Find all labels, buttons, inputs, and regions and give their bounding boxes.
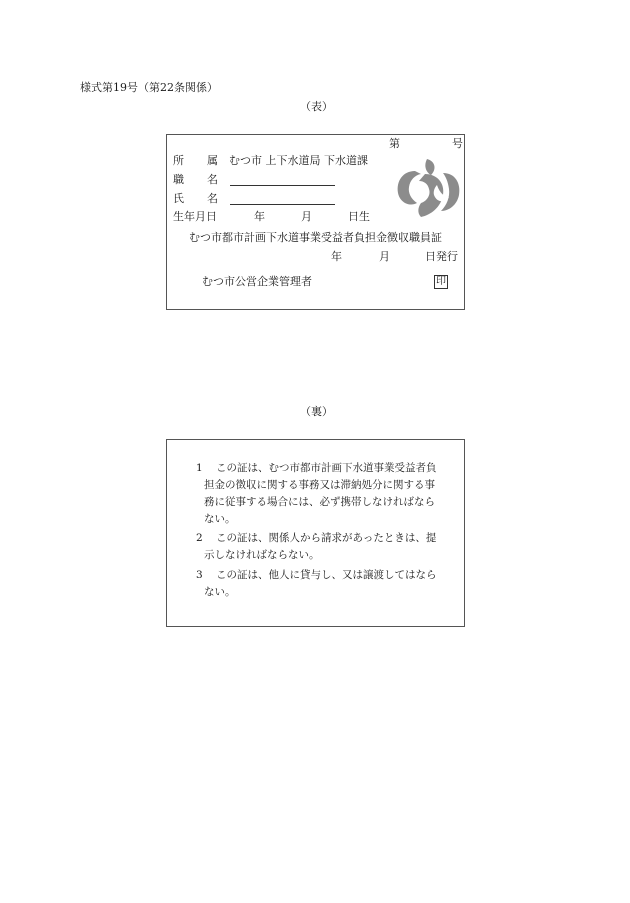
birth-year: 年 xyxy=(254,210,265,223)
form-title: 様式第19号（第22条関係） xyxy=(80,81,218,94)
title-underline xyxy=(230,185,335,186)
issue-day: 日発行 xyxy=(425,250,458,263)
number-go: 号 xyxy=(452,137,463,150)
name-underline xyxy=(230,204,335,205)
note-number: 3 xyxy=(196,569,203,581)
id-card-back xyxy=(166,439,465,627)
note-item: 2 この証は、関係人から請求があったときは、提 示しなければならない。 xyxy=(196,532,437,561)
card-title: むつ市都市計画下水道事業受益者負担金徴収職員証 xyxy=(189,231,442,244)
front-section-label: （表） xyxy=(300,100,333,113)
title-label-a: 職 xyxy=(173,173,184,186)
title-label-b: 名 xyxy=(207,173,218,186)
note-item: 3 この証は、他人に貸与し、又は譲渡してはなら ない。 xyxy=(196,569,437,598)
back-section-label: （裏） xyxy=(300,405,333,418)
issue-year: 年 xyxy=(331,250,342,263)
issue-month: 月 xyxy=(379,250,390,263)
note-item: 1 この証は、むつ市都市計画下水道事業受益者負 担金の徴収に関する事務又は滞納処分に関する事 務に従事する場合には、必ず携帯しなければなら ない。 xyxy=(196,462,437,525)
note-number: 2 xyxy=(196,532,203,544)
official-seal: 印 xyxy=(436,276,446,287)
name-label-a: 氏 xyxy=(173,192,184,205)
birth-day: 日生 xyxy=(348,210,370,223)
birth-label: 生年月日 xyxy=(173,210,217,223)
name-label-b: 名 xyxy=(207,192,218,205)
affiliation-label-a: 所 xyxy=(173,154,184,167)
issuer-name: むつ市公営企業管理者 xyxy=(202,275,312,288)
note-number: 1 xyxy=(196,462,203,474)
number-dai: 第 xyxy=(389,137,400,150)
city-emblem-icon xyxy=(393,157,463,221)
birth-month: 月 xyxy=(301,210,312,223)
id-card-front xyxy=(166,134,465,310)
affiliation-label-b: 属 xyxy=(207,154,218,167)
affiliation-value: むつ市 上下水道局 下水道課 xyxy=(229,154,368,167)
